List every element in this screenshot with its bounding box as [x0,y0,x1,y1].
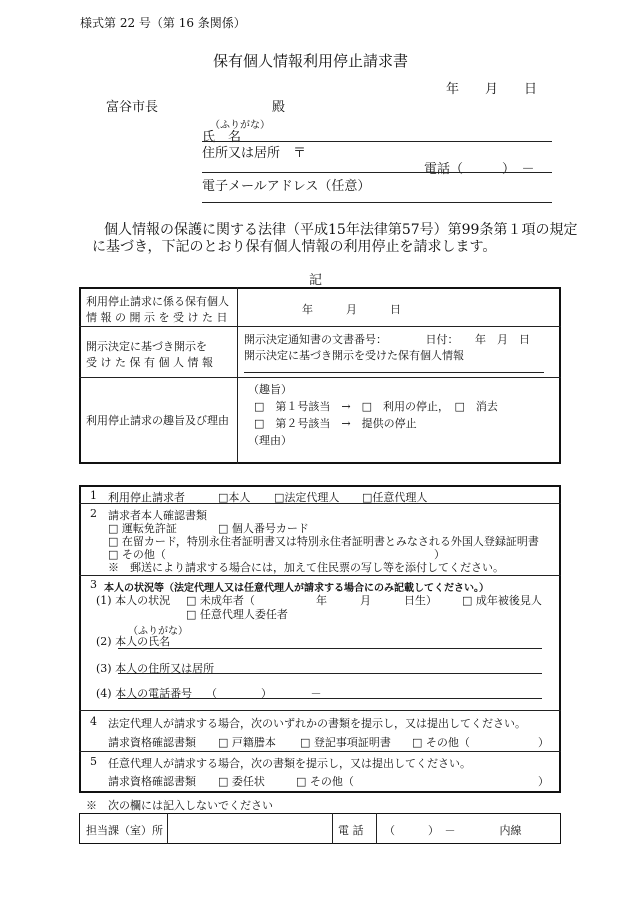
table-divider [237,287,238,464]
address-phone-field[interactable] [202,172,552,173]
disclosed-info-label: 開示決定に基づき開示を受けた保有個人情報 [244,349,464,362]
office-divider [376,813,377,844]
principal-address-field[interactable] [118,673,542,674]
purpose-option-2[interactable]: □ 第２号該当 → 提供の停止 [254,417,417,430]
dept-label: 担当課（室）所 [86,824,163,837]
address-label: 住所又は居所 〒 [202,146,307,161]
opt-other-voluntary[interactable]: □ その他（ [296,775,354,788]
ki-heading: 記 [309,273,323,288]
row2-label-1: 開示決定に基づき開示を [86,340,207,353]
principal-address-label: (3) 本人の住所又は居所 [96,662,215,675]
row3-label: 利用停止請求の趣旨及び理由 [86,414,229,427]
other-legal-close: ） [538,736,549,749]
section5-num: 5 [90,755,97,768]
section4-text: 法定代理人が請求する場合，次のいずれかの書類を提示し，又は提出してください。 [108,717,526,730]
opt-legal-agent[interactable]: □法定代理人 [274,491,340,504]
principal-phone-field[interactable] [118,698,542,699]
section-sep [79,575,561,576]
opt-other-doc[interactable]: □ その他（ [108,548,166,561]
office-note: ※ 次の欄には記入しないでください [86,799,273,812]
intro-line-2: に基づき，下記のとおり保有個人情報の利用停止を請求します。 [92,239,497,255]
principal-phone-label: (4) 本人の電話番号 [96,687,193,700]
notice-doc-number[interactable]: 開示決定通知書の文書番号： 日付： 年 月 日 [244,333,530,346]
intro-line-1: 個人情報の保護に関する法律（平成15年法律第57号）第99条第１項の規定 [104,222,578,238]
opt-delegator[interactable]: □ 任意代理人委任者 [186,608,288,621]
principal-phone-value[interactable]: （ ） － [206,687,322,700]
purpose-label: （趣旨） [248,383,292,396]
section4-num: 4 [90,715,97,728]
opt-registry-cert[interactable]: □ 登記事項証明書 [300,736,391,749]
section-sep [79,710,561,711]
page-title: 保有個人情報利用停止請求書 [213,52,409,70]
email-label: 電子メールアドレス（任意） [202,179,371,194]
reason-label: （理由） [248,434,292,447]
principal-name-label: (2) 本人の氏名 [96,635,171,648]
office-divider [332,813,333,844]
honorific: 殿 [272,100,286,115]
purpose-option-1[interactable]: □ 第１号該当 → □ 利用の停止， □ 消去 [254,400,498,413]
office-divider [167,813,168,844]
row1-label-1: 利用停止請求に係る保有個人 [86,295,229,308]
furigana-label: （ふりがな） [210,120,270,131]
section5-text: 任意代理人が請求する場合，次の書類を提示し，又は提出してください。 [108,757,471,770]
mail-note: ※ 郵送により請求する場合には，加えて住民票の写し等を添付してください。 [108,561,504,574]
section1-label: 利用停止請求者 [108,491,185,504]
table-row-sep [79,377,561,378]
opt-voluntary-agent[interactable]: □任意代理人 [362,491,428,504]
birth-date[interactable]: 年 月 日生） [316,594,437,607]
phone-label: 電話（ ） － [424,162,535,177]
opt-drivers-license[interactable]: □ 運転免許証 [108,522,177,535]
section3-title: 本人の状況等（法定代理人又は任意代理人が請求する場合にのみ記載してください。） [104,583,489,594]
section2-title: 請求者本人確認書類 [108,509,207,522]
section-sep [79,751,561,752]
date-line[interactable]: 年 月 日 [446,82,538,97]
principal-name-field[interactable] [118,648,542,649]
email-field[interactable] [202,202,552,203]
row2-label-2: 受 け た 保 有 個 人 情 報 [86,356,213,369]
section1-num: 1 [90,489,97,502]
opt-minor[interactable]: □ 未成年者（ [186,594,255,607]
opt-family-register[interactable]: □ 戸籍謄本 [218,736,276,749]
section2-num: 2 [90,507,97,520]
office-phone-label: 電 話 [338,824,364,837]
opt-self[interactable]: □本人 [218,491,251,504]
section3-num: 3 [90,578,97,591]
opt-other-legal[interactable]: □ その他（ [412,736,470,749]
table-row-sep [79,326,561,327]
addressee: 富谷市長 [106,100,159,115]
form-id: 様式第 22 号（第 16 条関係） [80,16,246,30]
status-label: (1) 本人の状況 [96,594,171,607]
opt-adult-guardian[interactable]: □ 成年被後見人 [462,594,542,607]
disclosure-date[interactable]: 年 月 日 [302,303,401,316]
office-phone-value: （ ） － 内線 [384,824,522,837]
name-label: 氏 名 [202,130,242,145]
section4-docs-label: 請求資格確認書類 [108,736,196,749]
info-field-line [244,372,544,373]
principal-furigana: （ふりがな） [128,626,188,637]
opt-my-number-card[interactable]: □ 個人番号カード [218,522,309,535]
other-doc-close: ） [434,548,445,561]
opt-residence-card[interactable]: □ 在留カード，特別永住者証明書又は特別永住者証明書とみなされる外国人登録証明書 [108,535,539,548]
section5-docs-label: 請求資格確認書類 [108,775,196,788]
opt-power-of-attorney[interactable]: □ 委任状 [218,775,265,788]
row1-label-2: 情 報 の 開 示 を 受 け た 日 [86,311,228,324]
other-voluntary-close: ） [538,775,549,788]
